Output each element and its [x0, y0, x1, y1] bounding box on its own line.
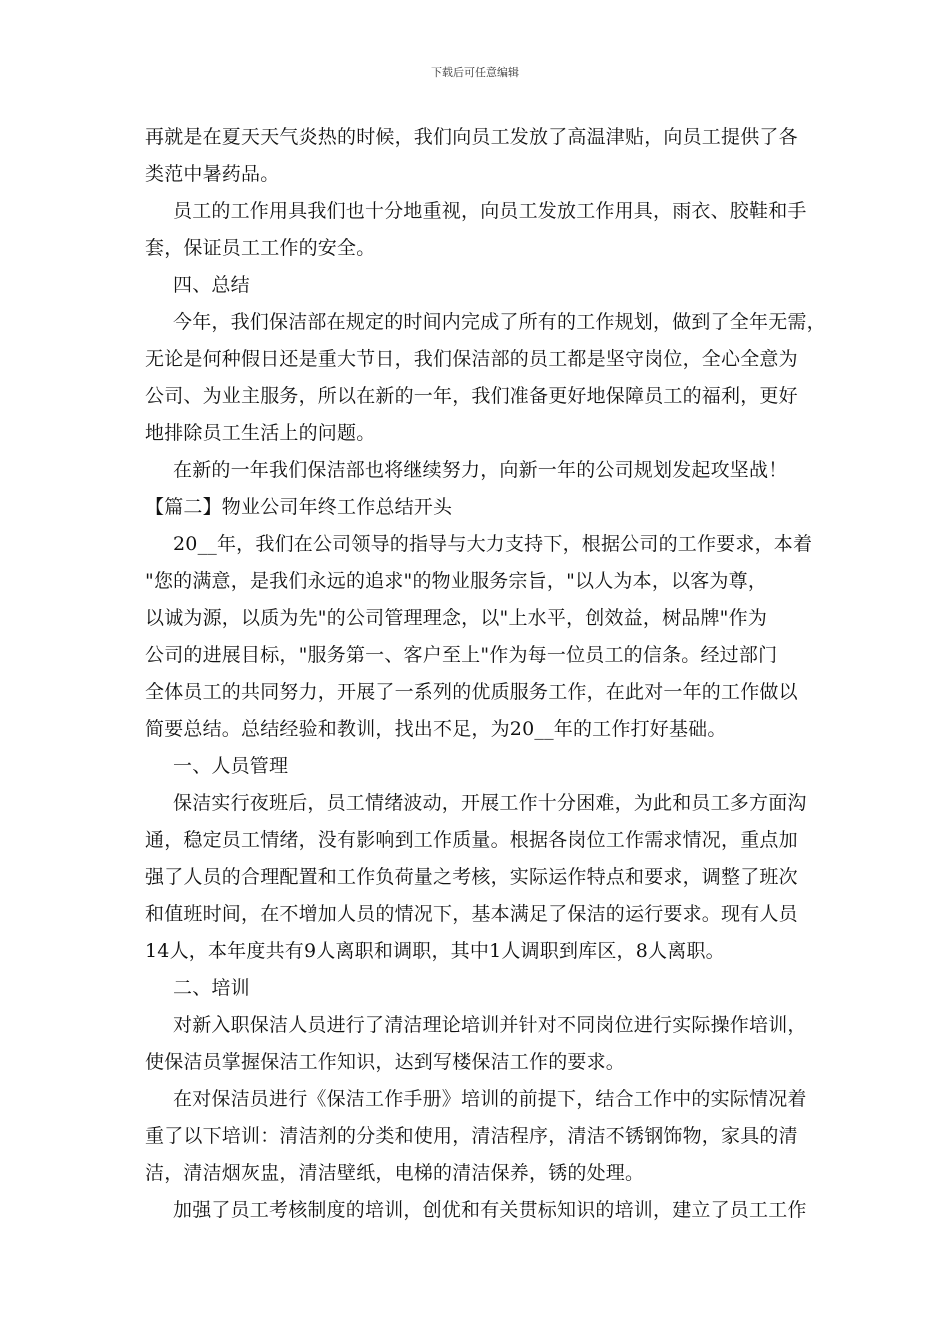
text-line: 一、人员管理 — [173, 755, 289, 777]
text-line: 在对保洁员进行《保洁工作手册》培训的前提下，结合工作中的实际情况着 — [173, 1088, 807, 1110]
text-line: 14人，本年度共有9人离职和调职，其中1人调职到库区，8人离职。 — [145, 940, 725, 962]
text-line: 地排除员工生活上的问题。 — [145, 422, 376, 444]
text-line: 使保洁员掌握保洁工作知识，达到写楼保洁工作的要求。 — [145, 1051, 626, 1073]
text-line: 重了以下培训：清洁剂的分类和使用，清洁程序，清洁不锈钢饰物，家具的清 — [145, 1125, 798, 1147]
text-line: 和值班时间，在不增加人员的情况下，基本满足了保洁的运行要求。现有人员 — [145, 903, 798, 925]
text-line: 员工的工作用具我们也十分地重视，向员工发放工作用具，雨衣、胶鞋和手 — [173, 200, 807, 222]
text-line: 再就是在夏天天气炎热的时候，我们向员工发放了高温津贴，向员工提供了各 — [145, 126, 798, 148]
text-line: 四、总结 — [173, 274, 250, 296]
text-line: 公司、为业主服务，所以在新的一年，我们准备更好地保障员工的福利，更好 — [145, 385, 798, 407]
text-line: 今年，我们保洁部在规定的时间内完成了所有的工作规划，做到了全年无需， — [173, 311, 826, 333]
text-line: 全体员工的共同努力，开展了一系列的优质服务工作，在此对一年的工作做以 — [145, 681, 798, 703]
text-line: 以诚为源，以质为先"的公司管理理念，以"上水平，创效益，树品牌"作为 — [145, 607, 768, 629]
page-header: 下载后可任意编辑 — [431, 66, 519, 79]
text-line: 套，保证员工工作的安全。 — [145, 237, 376, 259]
text-line: 【篇二】物业公司年终工作总结开头 — [145, 496, 453, 518]
text-line: 加强了员工考核制度的培训，创优和有关贯标知识的培训，建立了员工工作 — [173, 1199, 807, 1221]
text-line: 对新入职保洁人员进行了清洁理论培训并针对不同岗位进行实际操作培训， — [173, 1014, 807, 1036]
text-line: 简要总结。总结经验和教训，找出不足，为20__年的工作打好基础。 — [145, 718, 727, 740]
text-line: 无论是何种假日还是重大节日，我们保洁部的员工都是坚守岗位，全心全意为 — [145, 348, 798, 370]
text-line: 洁，清洁烟灰盅，清洁壁纸，电梯的清洁保养，锈的处理。 — [145, 1162, 645, 1184]
document-body — [145, 119, 826, 1229]
text-line: 强了人员的合理配置和工作负荷量之考核，实际运作特点和要求，调整了班次 — [145, 866, 798, 888]
text-line: 在新的一年我们保洁部也将继续努力，向新一年的公司规划发起攻坚战！ — [173, 459, 788, 481]
text-line: 通，稳定员工情绪，没有影响到工作质量。根据各岗位工作需求情况，重点加 — [145, 829, 798, 851]
text-line: "您的满意，是我们永远的追求"的物业服务宗旨，"以人为本，以客为尊， — [145, 570, 768, 592]
text-line: 保洁实行夜班后，员工情绪波动，开展工作十分困难，为此和员工多方面沟 — [173, 792, 807, 814]
text-line: 公司的进展目标，"服务第一、客户至上"作为每一位员工的信条。经过部门 — [145, 644, 778, 666]
text-line: 20__年，我们在公司领导的指导与大力支持下，根据公司的工作要求，本着 — [173, 533, 813, 555]
text-line: 二、培训 — [173, 977, 250, 999]
text-line: 类范中暑药品。 — [145, 163, 280, 185]
